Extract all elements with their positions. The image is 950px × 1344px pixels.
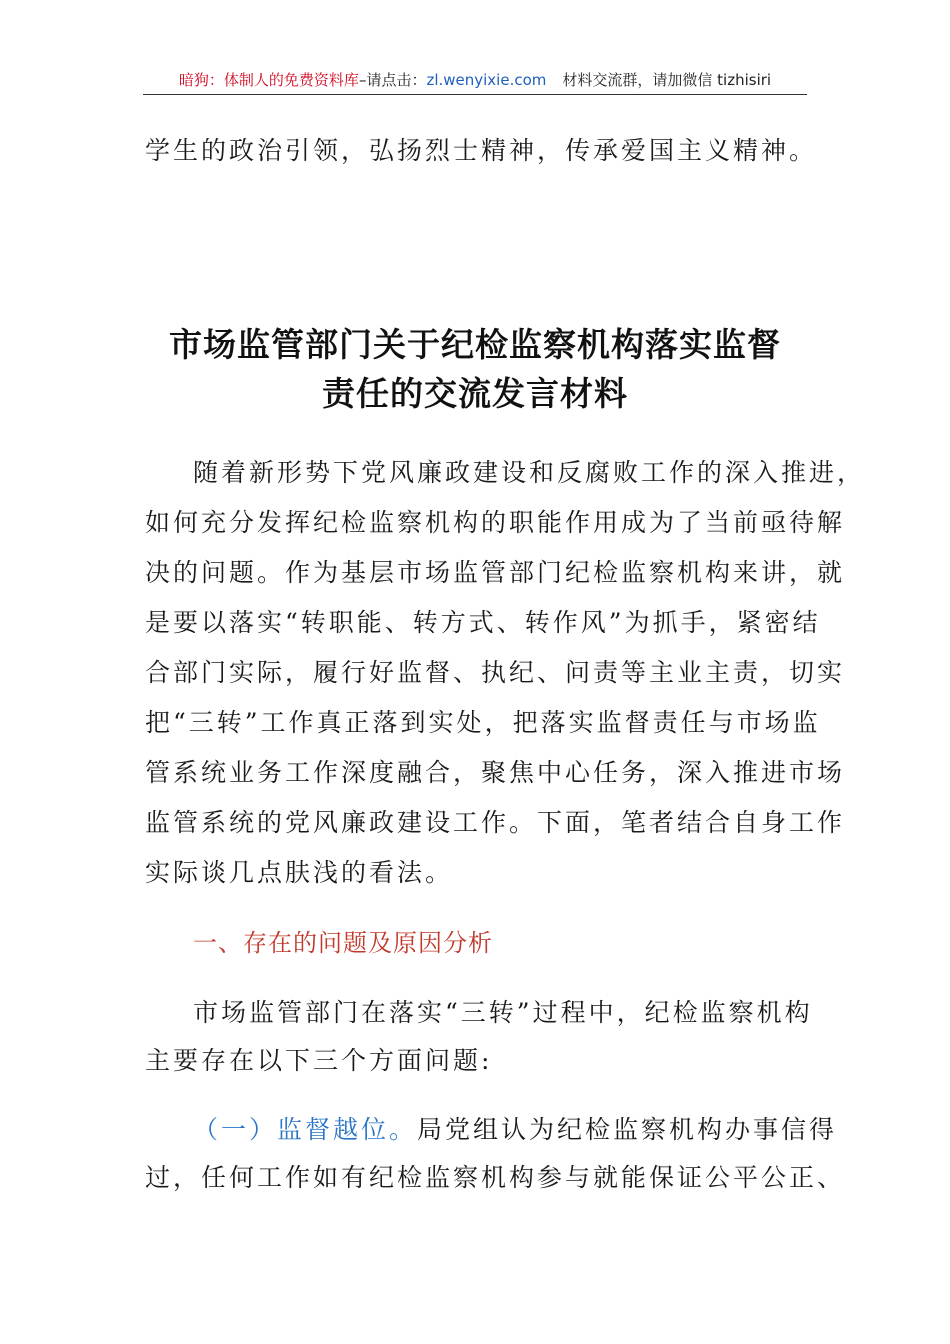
intro-line: 把“三转”工作真正落到实处，把落实监督责任与市场监 [145, 708, 821, 737]
header-wechat-note: 材料交流群，请加微信 tizhisiri [562, 71, 772, 89]
doc-title-line-1: 市场监管部门关于纪检监察机构落实监督 [169, 325, 781, 364]
intro-line: 管系统业务工作深度融合，聚焦中心任务，深入推进市场 [145, 758, 846, 787]
section-para-line: 市场监管部门在落实“三转”过程中，纪检监察机构 [193, 998, 813, 1027]
previous-article-tail: 学生的政治引领，弘扬烈士精神，传承爱国主义精神。 [145, 136, 818, 165]
section-heading: 一、存在的问题及原因分析 [193, 929, 493, 957]
page-header [143, 70, 807, 95]
subitem-line-2: 过，任何工作如有纪检监察机构参与就能保证公平公正、 [145, 1163, 846, 1192]
doc-title-line-2: 责任的交流发言材料 [322, 374, 628, 413]
intro-line: 实际谈几点肤浅的看法。 [145, 858, 454, 887]
intro-line: 监管系统的党风廉政建设工作。下面，笔者结合自身工作 [145, 808, 846, 837]
subitem-line-1 [193, 1115, 837, 1145]
intro-line: 是要以落实“转职能、转方式、转作风”为抓手，紧密结 [145, 608, 821, 637]
intro-line: 决的问题。作为基层市场监管部门纪检监察机构来讲，就 [145, 558, 846, 587]
header-site-name: 暗狗：体制人的免费资料库 [178, 71, 359, 89]
intro-line: 随着新形势下党风廉政建设和反腐败工作的深入推进， [193, 458, 866, 487]
subitem-label: （一）监督越位。 [193, 1115, 418, 1144]
subitem-text: 局党组认为纪检监察机构办事信得 [417, 1115, 838, 1144]
intro-line: 合部门实际，履行好监督、执纪、问责等主业主责，切实 [145, 658, 846, 687]
intro-line: 如何充分发挥纪检监察机构的职能作用成为了当前亟待解 [145, 508, 846, 537]
header-click-prompt: –请点击： [358, 71, 427, 89]
header-link[interactable]: zl.wenyixie.com [426, 71, 547, 89]
section-para-line: 主要存在以下三个方面问题: [145, 1046, 493, 1075]
